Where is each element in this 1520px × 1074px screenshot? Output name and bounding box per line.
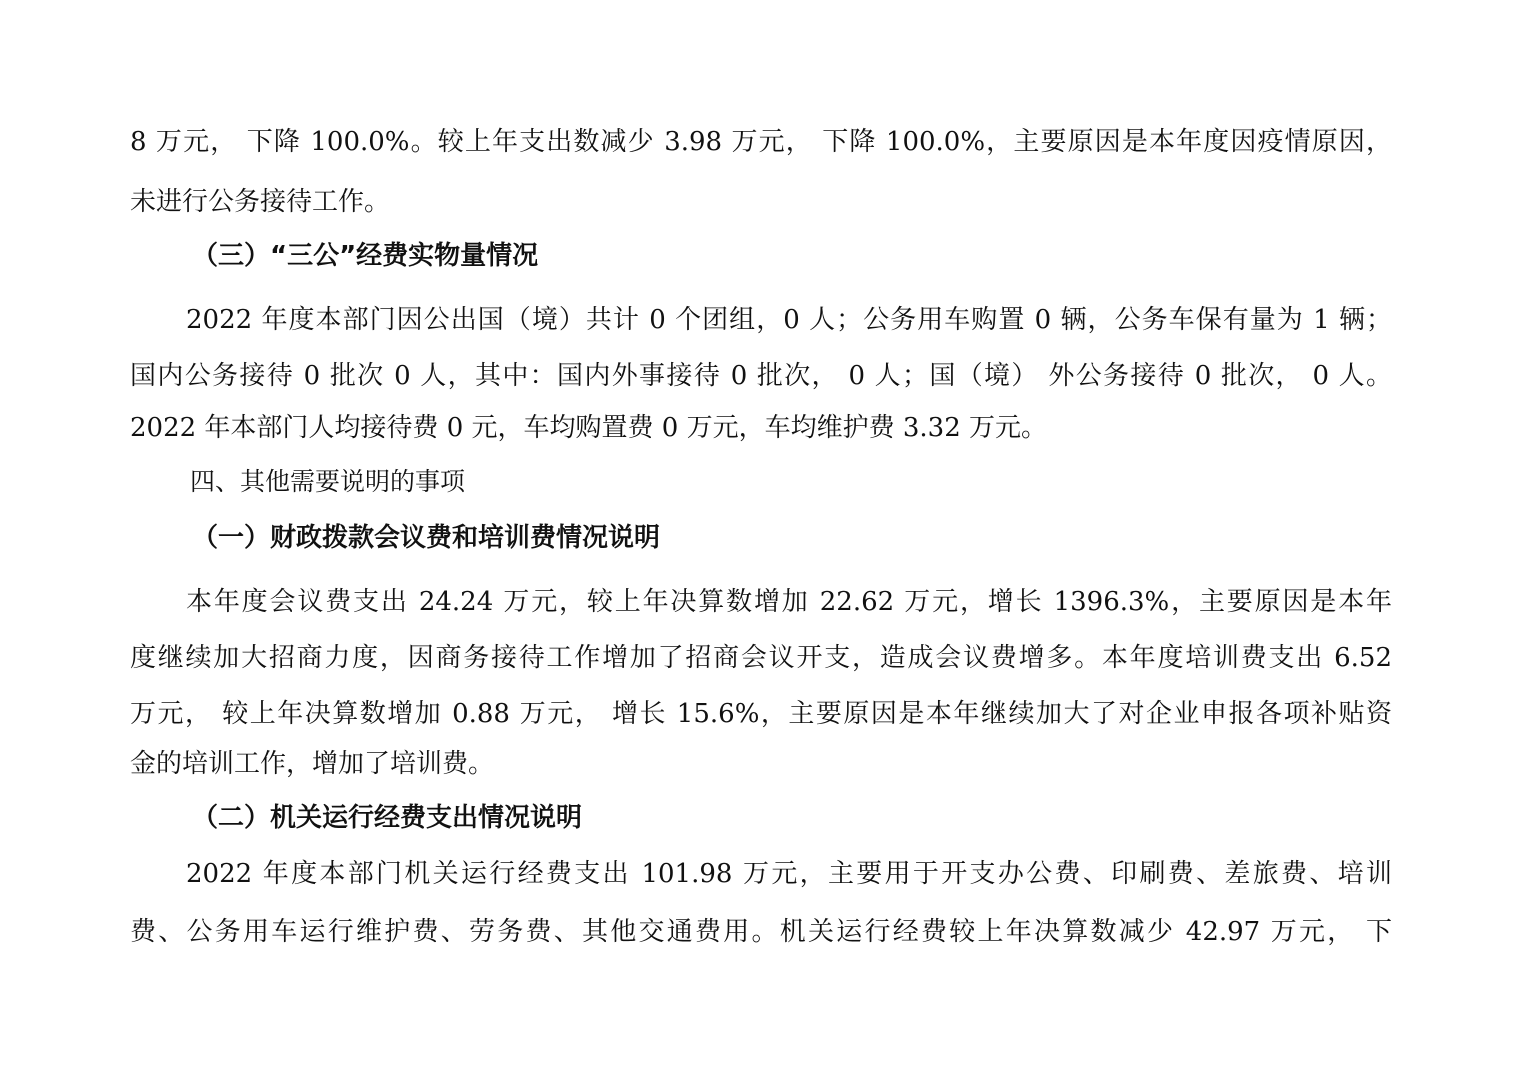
paragraph-line: 2022 年度本部门因公出国（境）共计 0 个团组，0 人；公务用车购置 0 辆，公务车保有量为 1 辆；: [186, 305, 1392, 335]
section-heading: （三）“三公”经费实物量情况: [192, 241, 539, 271]
paragraph-line: 本年度会议费支出 24.24 万元，较上年决算数增加 22.62 万元，增长 1396.3%，主要原因是本年: [186, 587, 1392, 617]
section-title: 四、其他需要说明的事项: [190, 467, 466, 496]
paragraph-line: 万元， 较上年决算数增加 0.88 万元， 增长 15.6%，主要原因是本年继续加大了对企业申报各项补贴资: [130, 699, 1392, 729]
paragraph-line: 2022 年本部门人均接待费 0 元，车均购置费 0 万元，车均维护费 3.32 万元。: [130, 413, 1047, 443]
paragraph-line: 未进行公务接待工作。: [130, 187, 391, 217]
paragraph-line: 国内公务接待 0 批次 0 人，其中：国内外事接待 0 批次， 0 人；国（境） 外公务接待 0 批次， 0 人。: [130, 361, 1392, 391]
section-heading: （二）机关运行经费支出情况说明: [192, 803, 583, 833]
section-heading: （一）财政拨款会议费和培训费情况说明: [192, 523, 661, 553]
paragraph-line: 金的培训工作，增加了培训费。: [130, 749, 495, 779]
paragraph-line: 8 万元， 下降 100.0%。较上年支出数减少 3.98 万元， 下降 100.0%，主要原因是本年度因疫情原因，: [130, 127, 1392, 157]
paragraph-line: 2022 年度本部门机关运行经费支出 101.98 万元，主要用于开支办公费、印刷费、差旅费、培训: [186, 859, 1392, 889]
paragraph-line: 费、公务用车运行维护费、劳务费、其他交通费用。机关运行经费较上年决算数减少 42.97 万元， 下: [130, 917, 1392, 947]
paragraph-line: 度继续加大招商力度，因商务接待工作增加了招商会议开支，造成会议费增多。本年度培训费支出 6.52: [130, 643, 1392, 673]
